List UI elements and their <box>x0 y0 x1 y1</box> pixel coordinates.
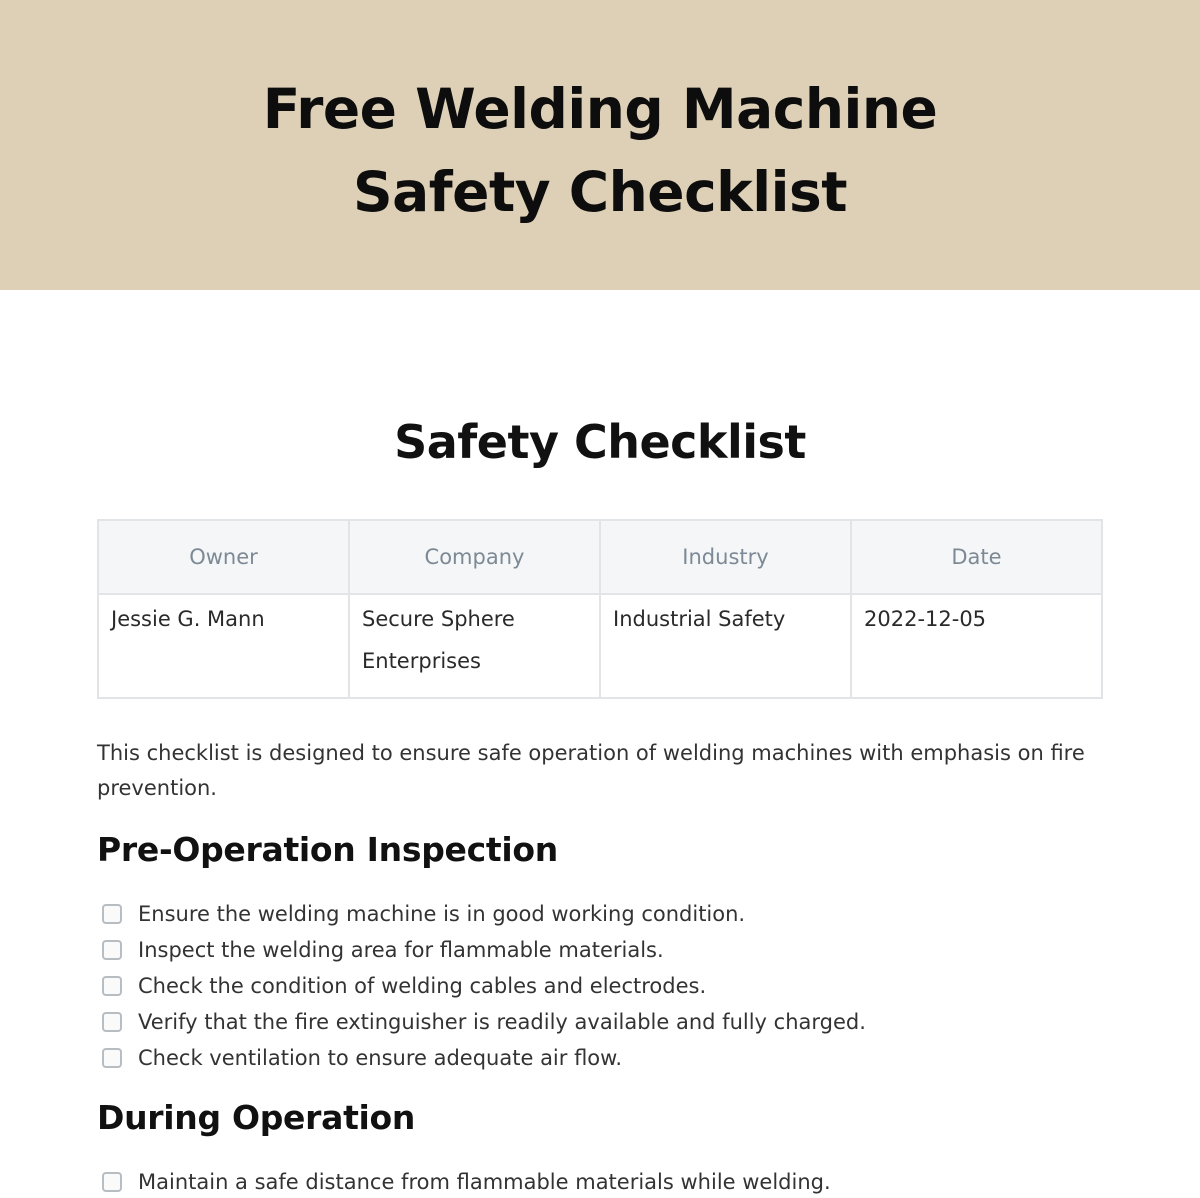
info-table <box>97 519 1103 699</box>
checklist-item-label: Check ventilation to ensure adequate air flow. <box>138 1046 623 1070</box>
intro-paragraph: This checklist is designed to ensure safe operation of welding machines with emphasis on fire prevention. <box>97 741 1085 800</box>
checkbox[interactable] <box>102 976 122 996</box>
checklist-item-label: Verify that the fire extinguisher is readily available and fully charged. <box>138 1010 866 1034</box>
banner-title <box>0 68 1200 234</box>
checklist-item <box>100 1004 866 1040</box>
checklist-item <box>100 1164 831 1198</box>
company-header: Company <box>349 520 600 594</box>
checklist-item <box>100 968 866 1004</box>
checkbox[interactable] <box>102 1012 122 1032</box>
section-title-pre-operation: Pre-Operation Inspection <box>97 830 558 869</box>
checklist-item-label: Check the condition of welding cables and electrodes. <box>138 974 707 998</box>
checklist-item <box>100 896 866 932</box>
banner-title-line-2: Safety Checklist <box>353 160 847 224</box>
industry-value: Industrial Safety <box>600 594 851 698</box>
company-value: Secure Sphere Enterprises <box>349 594 600 698</box>
checkbox[interactable] <box>102 940 122 960</box>
document-title: Safety Checklist <box>394 415 806 469</box>
checkbox[interactable] <box>102 1172 122 1192</box>
owner-header: Owner <box>98 520 349 594</box>
checklist-pre-operation <box>100 896 866 1076</box>
checklist-during-operation <box>100 1164 831 1198</box>
info-table-header-row <box>98 520 1102 594</box>
checklist-item <box>100 1040 866 1076</box>
header-banner <box>0 0 1200 290</box>
date-header: Date <box>851 520 1102 594</box>
checklist-item <box>100 932 866 968</box>
section-title-during-operation: During Operation <box>97 1098 416 1137</box>
info-table-value-row <box>98 594 1102 698</box>
checkbox[interactable] <box>102 904 122 924</box>
industry-header: Industry <box>600 520 851 594</box>
banner-title-line-1: Free Welding Machine <box>262 77 938 141</box>
checkbox[interactable] <box>102 1048 122 1068</box>
checklist-item-label: Maintain a safe distance from flammable materials while welding. <box>138 1170 831 1194</box>
checklist-item-label: Inspect the welding area for flammable materials. <box>138 938 664 962</box>
date-value: 2022-12-05 <box>851 594 1102 698</box>
checklist-item-label: Ensure the welding machine is in good working condition. <box>138 902 746 926</box>
owner-value: Jessie G. Mann <box>98 594 349 698</box>
